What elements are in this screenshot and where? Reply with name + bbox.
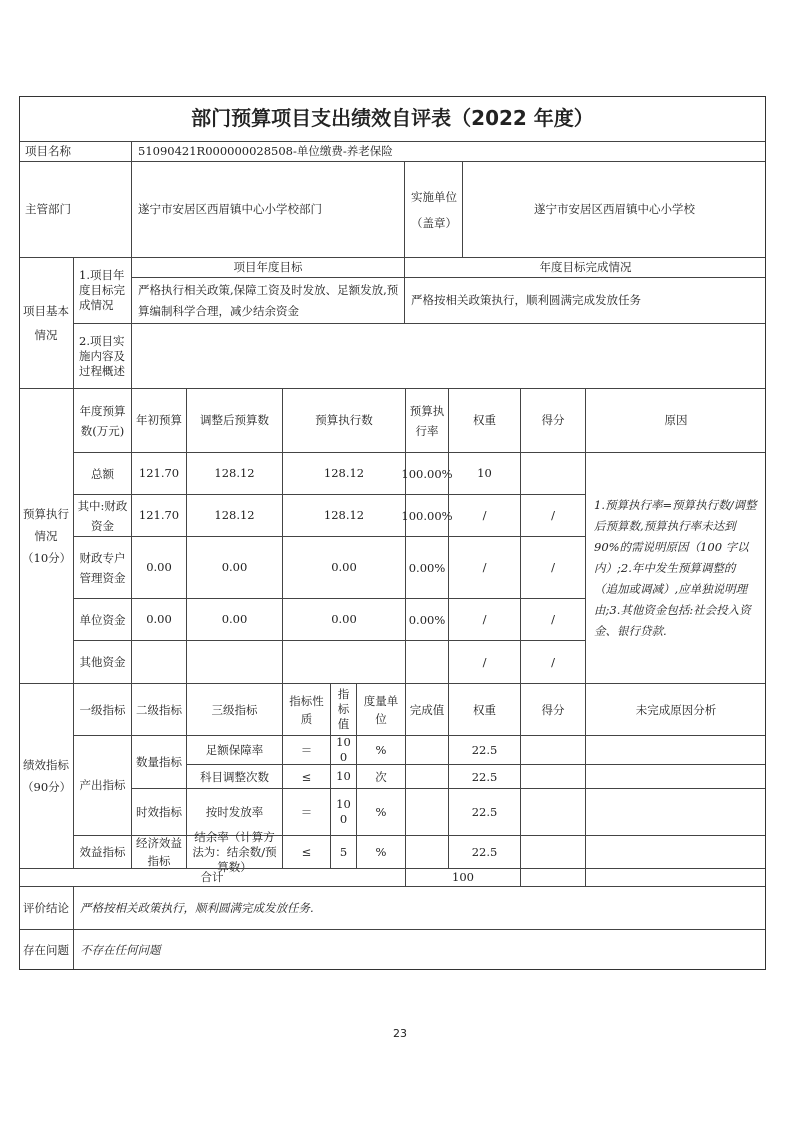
budget-row-weight: 10 — [448, 452, 520, 494]
perf-header-4: 指标值 — [330, 683, 356, 735]
perf-row-weight: 22.5 — [448, 735, 520, 764]
budget-row-score: / — [520, 536, 585, 598]
level2-timeliness: 时效指标 — [131, 788, 186, 835]
annual-goal-header: 项目年度目标 — [131, 257, 404, 277]
budget-header-year: 年度预算数(万元) — [73, 388, 131, 452]
perf-row-nature: ＝ — [282, 788, 330, 835]
budget-row-executed: 128.12 — [282, 494, 405, 536]
budget-row-adjusted: 0.00 — [186, 598, 282, 640]
budget-row-executed: 0.00 — [282, 598, 405, 640]
budget-row-initial: 0.00 — [131, 536, 186, 598]
perf-row-unit: % — [356, 735, 405, 764]
budget-row-name: 其中:财政资金 — [73, 494, 131, 536]
budget-row-executed — [282, 640, 405, 683]
perf-row-nature: ≤ — [282, 835, 330, 868]
annual-goal-text: 严格执行相关政策,保障工资及时发放、足额发放,预算编制科学合理，减少结余资金 — [131, 277, 404, 323]
perf-row-name: 按时发放率 — [186, 788, 282, 835]
perf-row-value: 5 — [330, 835, 356, 868]
budget-row-initial: 121.70 — [131, 494, 186, 536]
budget-header-score: 得分 — [520, 388, 585, 452]
perf-row-done — [405, 788, 448, 835]
budget-row-score: / — [520, 494, 585, 536]
budget-row-adjusted: 0.00 — [186, 536, 282, 598]
perf-row-score — [520, 835, 585, 868]
perf-row-done — [405, 835, 448, 868]
budget-row-weight: / — [448, 598, 520, 640]
budget-row-initial: 0.00 — [131, 598, 186, 640]
impl-content — [131, 323, 766, 388]
budget-row-initial — [131, 640, 186, 683]
issues-label: 存在问题 — [19, 929, 73, 970]
perf-header-7: 权重 — [448, 683, 520, 735]
perf-header-1: 二级指标 — [131, 683, 186, 735]
project-name-value: 51090421R000000028508-单位缴费-养老保险 — [131, 141, 766, 161]
budget-header-initial: 年初预算 — [131, 388, 186, 452]
perf-row-score — [520, 764, 585, 788]
perf-row-score — [520, 735, 585, 764]
budget-header-adjusted: 调整后预算数 — [186, 388, 282, 452]
level1-output: 产出指标 — [73, 735, 131, 835]
budget-row-rate: 100.00% — [405, 494, 448, 536]
perf-row-unit: 次 — [356, 764, 405, 788]
budget-row-adjusted: 128.12 — [186, 452, 282, 494]
total-weight: 100 — [405, 868, 520, 886]
perf-row-unit: % — [356, 835, 405, 868]
budget-row-rate: 0.00% — [405, 598, 448, 640]
budget-row-weight: / — [448, 494, 520, 536]
budget-reason-note: 1.预算执行率=预算执行数/调整后预算数,预算执行率未达到90%的需说明原因（100 字以内）;2.年中发生预算调整的（追加或调减）,应单独说明理由;3.其他资金包括:社会投入资金、银行贷款. — [585, 452, 766, 683]
impl-label: 2.项目实施内容及过程概述 — [73, 323, 131, 388]
perf-row-value: 100 — [330, 735, 356, 764]
perf-row-score — [520, 788, 585, 835]
budget-row-adjusted: 128.12 — [186, 494, 282, 536]
perf-row-weight: 22.5 — [448, 788, 520, 835]
total-reason — [585, 868, 766, 886]
budget-row-executed: 0.00 — [282, 536, 405, 598]
issues-text: 不存在任何问题 — [73, 929, 766, 970]
perf-row-weight: 22.5 — [448, 764, 520, 788]
goal-label: 1.项目年度目标完成情况 — [73, 257, 131, 323]
perf-header-8: 得分 — [520, 683, 585, 735]
budget-row-score: / — [520, 598, 585, 640]
perf-header-9: 未完成原因分析 — [585, 683, 766, 735]
budget-row-weight: / — [448, 536, 520, 598]
total-label: 合计 — [19, 868, 405, 886]
budget-label: 预算执行情况（10分） — [19, 388, 73, 683]
perf-row-reason — [585, 835, 766, 868]
budget-row-score: / — [520, 640, 585, 683]
budget-row-executed: 128.12 — [282, 452, 405, 494]
budget-header-executed: 预算执行数 — [282, 388, 405, 452]
perf-row-unit: % — [356, 788, 405, 835]
completion-header: 年度目标完成情况 — [404, 257, 766, 277]
form-title: 部门预算项目支出绩效自评表（2022 年度） — [191, 106, 594, 130]
performance-label: 绩效指标（90分） — [19, 683, 73, 868]
budget-row-name: 总额 — [73, 452, 131, 494]
budget-header-reason: 原因 — [585, 388, 766, 452]
perf-header-2: 三级指标 — [186, 683, 282, 735]
perf-row-reason — [585, 764, 766, 788]
perf-header-0: 一级指标 — [73, 683, 131, 735]
budget-row-weight: / — [448, 640, 520, 683]
budget-row-rate — [405, 640, 448, 683]
budget-row-name: 财政专户管理资金 — [73, 536, 131, 598]
dept-value: 遂宁市安居区西眉镇中心小学校部门 — [131, 161, 404, 257]
perf-row-name: 科目调整次数 — [186, 764, 282, 788]
dept-label: 主管部门 — [19, 161, 131, 257]
budget-row-name: 其他资金 — [73, 640, 131, 683]
completion-text: 严格按相关政策执行，顺利圆满完成发放任务 — [404, 277, 766, 323]
budget-header-rate: 预算执行率 — [405, 388, 448, 452]
perf-header-5: 度量单位 — [356, 683, 405, 735]
budget-row-rate: 0.00% — [405, 536, 448, 598]
page-number: 23 — [393, 1027, 407, 1040]
perf-row-nature: ≤ — [282, 764, 330, 788]
impl-unit-value: 遂宁市安居区西眉镇中心小学校 — [462, 161, 766, 257]
perf-row-name: 结余率（计算方法为：结余数/预算数） — [186, 835, 282, 868]
perf-row-weight: 22.5 — [448, 835, 520, 868]
level2-economic: 经济效益指标 — [131, 835, 186, 868]
perf-row-done — [405, 764, 448, 788]
perf-row-nature: ＝ — [282, 735, 330, 764]
project-name-label: 项目名称 — [19, 141, 131, 161]
level1-benefit: 效益指标 — [73, 835, 131, 868]
perf-row-done — [405, 735, 448, 764]
perf-row-reason — [585, 788, 766, 835]
perf-row-reason — [585, 735, 766, 764]
budget-row-adjusted — [186, 640, 282, 683]
budget-header-weight: 权重 — [448, 388, 520, 452]
perf-header-3: 指标性质 — [282, 683, 330, 735]
perf-header-6: 完成值 — [405, 683, 448, 735]
budget-row-rate: 100.00% — [405, 452, 448, 494]
budget-row-name: 单位资金 — [73, 598, 131, 640]
perf-row-value: 10 — [330, 764, 356, 788]
perf-row-name: 足额保障率 — [186, 735, 282, 764]
conclusion-text: 严格按相关政策执行，顺利圆满完成发放任务. — [73, 886, 766, 929]
impl-unit-label: 实施单位（盖章） — [404, 161, 462, 257]
budget-row-initial: 121.70 — [131, 452, 186, 494]
total-score — [520, 868, 585, 886]
perf-row-value: 100 — [330, 788, 356, 835]
level2-quantity: 数量指标 — [131, 735, 186, 788]
budget-row-score — [520, 452, 585, 494]
conclusion-label: 评价结论 — [19, 886, 73, 929]
basic-info-label: 项目基本情况 — [19, 257, 73, 388]
